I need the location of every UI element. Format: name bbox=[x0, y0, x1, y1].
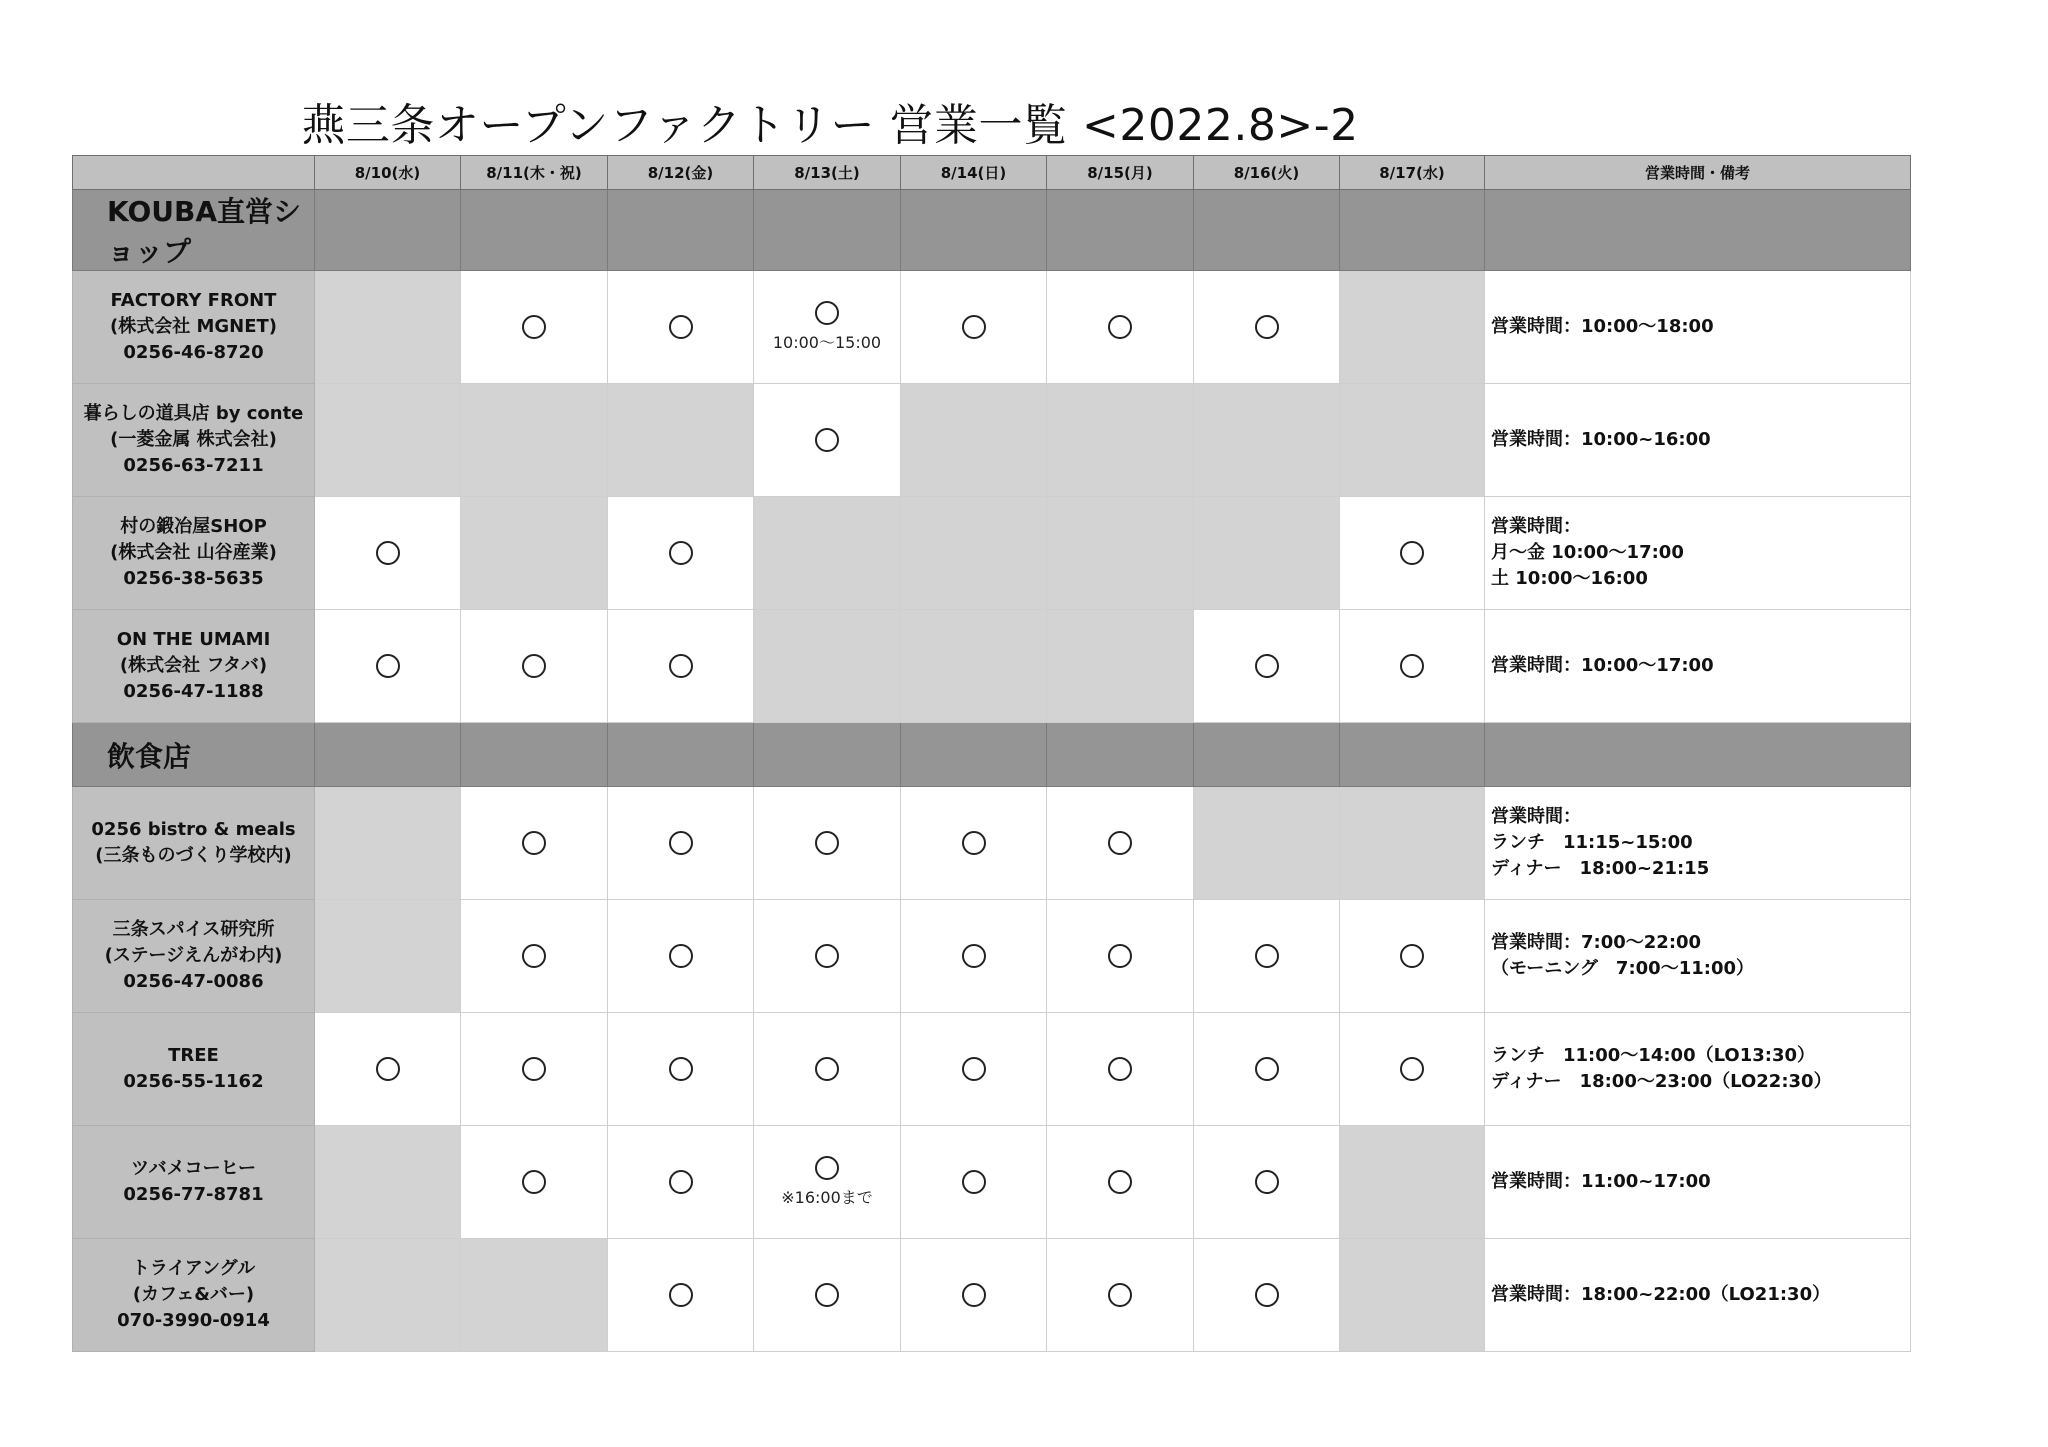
open-circle-icon bbox=[1108, 1170, 1132, 1194]
open-circle-icon bbox=[1108, 1057, 1132, 1081]
shop-name-line: (カフェ&バー) bbox=[132, 1284, 255, 1305]
day-cell-open bbox=[901, 271, 1047, 384]
table-row bbox=[73, 384, 1911, 497]
shop-phone: 0256-47-1188 bbox=[123, 681, 264, 702]
day-cell-open bbox=[315, 1013, 461, 1126]
remarks-line: 月〜金 10:00〜17:00 bbox=[1491, 542, 1684, 563]
open-circle-icon bbox=[962, 1057, 986, 1081]
open-circle-icon bbox=[815, 1057, 839, 1081]
table-row bbox=[73, 271, 1911, 384]
day-cell-closed bbox=[1340, 1239, 1485, 1352]
shop-name-line: ツバメコーヒー bbox=[131, 1158, 256, 1179]
open-circle-icon bbox=[669, 315, 693, 339]
shop-name-cell bbox=[73, 497, 315, 610]
day-cell-open bbox=[608, 1126, 754, 1239]
day-cell-open bbox=[608, 497, 754, 610]
remarks-line: 営業時間：10:00〜18:00 bbox=[1491, 316, 1714, 337]
open-circle-icon bbox=[1108, 944, 1132, 968]
open-circle-icon bbox=[962, 1170, 986, 1194]
day-cell-closed bbox=[1047, 497, 1194, 610]
shop-name-line: (株式会社 山谷産業) bbox=[110, 542, 277, 563]
day-cell-open bbox=[608, 610, 754, 723]
day-cell-closed bbox=[1340, 1126, 1485, 1239]
shop-name-line: トライアングル bbox=[131, 1258, 256, 1279]
page-title: 燕三条オープンファクトリー 営業一覧 <2022.8>-2 bbox=[301, 100, 1359, 151]
open-circle-icon bbox=[815, 944, 839, 968]
day-cell-closed bbox=[1194, 497, 1340, 610]
day-cell-closed bbox=[1194, 787, 1340, 900]
day-cell-open bbox=[1194, 271, 1340, 384]
day-cell-open bbox=[1194, 610, 1340, 723]
section-filler-cell bbox=[754, 723, 901, 787]
open-circle-icon bbox=[962, 831, 986, 855]
day-cell-open bbox=[1340, 1013, 1485, 1126]
shop-name-cell bbox=[73, 900, 315, 1013]
table-row bbox=[73, 1126, 1911, 1239]
open-circle-icon bbox=[376, 1057, 400, 1081]
open-circle-icon bbox=[522, 944, 546, 968]
open-circle-icon bbox=[669, 654, 693, 678]
table-row bbox=[73, 900, 1911, 1013]
shop-phone: 070-3990-0914 bbox=[117, 1310, 270, 1331]
shop-name-cell bbox=[73, 1239, 315, 1352]
date-header: 8/13(土) bbox=[754, 156, 901, 190]
section-filler-cell bbox=[608, 723, 754, 787]
date-header: 8/15(月) bbox=[1047, 156, 1194, 190]
remarks-cell bbox=[1485, 610, 1911, 723]
section-filler-cell bbox=[1194, 190, 1340, 271]
day-cell-open bbox=[1194, 1126, 1340, 1239]
day-cell-open bbox=[1194, 900, 1340, 1013]
day-cell-open bbox=[461, 1013, 608, 1126]
day-cell-open bbox=[1340, 497, 1485, 610]
day-cell-open bbox=[1194, 1013, 1340, 1126]
date-header: 8/17(水) bbox=[1340, 156, 1485, 190]
remarks-cell bbox=[1485, 1013, 1911, 1126]
open-circle-icon bbox=[669, 831, 693, 855]
day-cell-open bbox=[1340, 610, 1485, 723]
day-cell-closed bbox=[461, 1239, 608, 1352]
day-cell-open bbox=[1047, 1239, 1194, 1352]
open-circle-icon bbox=[815, 301, 839, 325]
table-row bbox=[73, 497, 1911, 610]
open-circle-icon bbox=[522, 1170, 546, 1194]
day-cell-closed bbox=[1340, 271, 1485, 384]
open-circle-icon bbox=[669, 1057, 693, 1081]
day-cell-open bbox=[461, 900, 608, 1013]
shop-name-line: ON THE UMAMI bbox=[116, 629, 271, 650]
header-corner bbox=[73, 156, 315, 190]
shop-name-line: TREE bbox=[168, 1045, 219, 1066]
day-cell-closed bbox=[461, 497, 608, 610]
open-circle-icon bbox=[669, 1283, 693, 1307]
open-circle-icon bbox=[1108, 315, 1132, 339]
remarks-line: ディナー 18:00~21:15 bbox=[1491, 858, 1710, 879]
day-cell-closed bbox=[901, 384, 1047, 497]
remarks-line: ランチ 11:00〜14:00（LO13:30） bbox=[1491, 1045, 1816, 1066]
day-cell-open bbox=[1047, 1126, 1194, 1239]
open-circle-icon bbox=[815, 1156, 839, 1180]
shop-name-line: 三条スパイス研究所 bbox=[112, 919, 275, 940]
open-circle-icon bbox=[1255, 944, 1279, 968]
day-cell-open bbox=[754, 384, 901, 497]
header-row bbox=[73, 156, 1911, 190]
open-circle-icon bbox=[1400, 1057, 1424, 1081]
open-circle-icon bbox=[1255, 1057, 1279, 1081]
shop-name-line: (ステージえんがわ内) bbox=[104, 945, 283, 966]
remarks-line: ランチ 11:15~15:00 bbox=[1491, 832, 1693, 853]
open-circle-icon bbox=[522, 831, 546, 855]
day-cell-open bbox=[901, 1013, 1047, 1126]
remarks-line: ディナー 18:00〜23:00（LO22:30） bbox=[1491, 1071, 1832, 1092]
section-filler-cell bbox=[1485, 723, 1911, 787]
shop-phone: 0256-63-7211 bbox=[123, 455, 264, 476]
date-header: 8/10(水) bbox=[315, 156, 461, 190]
hours-note: ※16:00まで bbox=[781, 1188, 873, 1207]
date-header: 8/16(火) bbox=[1194, 156, 1340, 190]
table-row bbox=[73, 1013, 1911, 1126]
shop-name-line: 暮らしの道具店 by conte bbox=[83, 403, 304, 424]
section-filler-cell bbox=[1047, 190, 1194, 271]
shop-name-cell bbox=[73, 1126, 315, 1239]
shop-phone: 0256-38-5635 bbox=[123, 568, 264, 589]
open-circle-icon bbox=[1255, 1283, 1279, 1307]
remarks-cell bbox=[1485, 1126, 1911, 1239]
remarks-line: 営業時間：11:00~17:00 bbox=[1491, 1171, 1711, 1192]
open-circle-icon bbox=[962, 944, 986, 968]
section-filler-cell bbox=[461, 723, 608, 787]
shop-phone: 0256-46-8720 bbox=[123, 342, 264, 363]
day-cell-closed bbox=[754, 610, 901, 723]
open-circle-icon bbox=[522, 315, 546, 339]
day-cell-closed bbox=[901, 497, 1047, 610]
remarks-line: 営業時間：7:00〜22:00 bbox=[1491, 932, 1702, 953]
section-row bbox=[73, 723, 1911, 787]
day-cell-open bbox=[315, 610, 461, 723]
open-circle-icon bbox=[962, 315, 986, 339]
open-circle-icon bbox=[1255, 1170, 1279, 1194]
day-cell-open bbox=[461, 271, 608, 384]
shop-name-line: (三条ものづくり学校内) bbox=[95, 845, 292, 866]
day-cell-closed bbox=[754, 497, 901, 610]
day-cell-open bbox=[461, 787, 608, 900]
open-circle-icon bbox=[1255, 315, 1279, 339]
shop-name-line: 0256 bistro & meals bbox=[91, 819, 296, 840]
shop-name-line: (株式会社 フタバ) bbox=[119, 655, 268, 676]
shop-name-line: 村の鍛冶屋SHOP bbox=[120, 516, 267, 537]
day-cell-open bbox=[608, 271, 754, 384]
shop-phone: 0256-47-0086 bbox=[123, 971, 264, 992]
remarks-line: 営業時間： bbox=[1491, 516, 1581, 537]
open-circle-icon bbox=[815, 428, 839, 452]
day-cell-open bbox=[608, 787, 754, 900]
day-cell-closed bbox=[1047, 610, 1194, 723]
section-filler-cell bbox=[461, 190, 608, 271]
hours-note: 10:00〜15:00 bbox=[772, 333, 882, 352]
day-cell-closed bbox=[1194, 384, 1340, 497]
day-cell-open bbox=[901, 787, 1047, 900]
open-circle-icon bbox=[1400, 541, 1424, 565]
remarks-cell bbox=[1485, 900, 1911, 1013]
open-circle-icon bbox=[669, 1170, 693, 1194]
open-circle-icon bbox=[815, 831, 839, 855]
day-cell-open bbox=[1194, 1239, 1340, 1352]
date-header: 8/12(金) bbox=[608, 156, 754, 190]
open-circle-icon bbox=[522, 1057, 546, 1081]
day-cell-open bbox=[901, 900, 1047, 1013]
day-cell-open bbox=[1047, 271, 1194, 384]
open-circle-icon bbox=[669, 541, 693, 565]
day-cell-closed bbox=[1340, 384, 1485, 497]
section-title: KOUBA直営ショップ bbox=[73, 190, 315, 271]
open-circle-icon bbox=[376, 654, 400, 678]
section-filler-cell bbox=[1194, 723, 1340, 787]
schedule-table bbox=[72, 155, 1911, 1352]
section-filler-cell bbox=[1340, 190, 1485, 271]
day-cell-closed bbox=[1340, 787, 1485, 900]
remarks-line: 営業時間： bbox=[1491, 806, 1581, 827]
section-filler-cell bbox=[1485, 190, 1911, 271]
section-filler-cell bbox=[608, 190, 754, 271]
day-cell-open bbox=[901, 1239, 1047, 1352]
day-cell-open bbox=[754, 900, 901, 1013]
day-cell-open bbox=[315, 497, 461, 610]
table-row bbox=[73, 610, 1911, 723]
section-row bbox=[73, 190, 1911, 271]
remarks-cell bbox=[1485, 787, 1911, 900]
day-cell-open bbox=[754, 271, 901, 384]
remarks-cell bbox=[1485, 497, 1911, 610]
day-cell-open bbox=[608, 1239, 754, 1352]
open-circle-icon bbox=[815, 1283, 839, 1307]
section-filler-cell bbox=[1340, 723, 1485, 787]
remarks-cell bbox=[1485, 271, 1911, 384]
open-circle-icon bbox=[1108, 1283, 1132, 1307]
day-cell-open bbox=[754, 1013, 901, 1126]
remarks-cell bbox=[1485, 384, 1911, 497]
day-cell-open bbox=[901, 1126, 1047, 1239]
shop-name-cell bbox=[73, 384, 315, 497]
shop-name-cell bbox=[73, 787, 315, 900]
date-header: 8/14(日) bbox=[901, 156, 1047, 190]
section-filler-cell bbox=[901, 190, 1047, 271]
remarks-line: （モーニング 7:00〜11:00） bbox=[1491, 958, 1754, 979]
day-cell-open bbox=[754, 1126, 901, 1239]
day-cell-open bbox=[461, 1126, 608, 1239]
day-cell-open bbox=[754, 787, 901, 900]
open-circle-icon bbox=[669, 944, 693, 968]
section-filler-cell bbox=[901, 723, 1047, 787]
day-cell-open bbox=[1047, 787, 1194, 900]
day-cell-closed bbox=[608, 384, 754, 497]
table-row bbox=[73, 787, 1911, 900]
day-cell-open bbox=[1047, 1013, 1194, 1126]
remarks-line: 営業時間：10:00〜17:00 bbox=[1491, 655, 1714, 676]
open-circle-icon bbox=[1255, 654, 1279, 678]
shop-name-line: FACTORY FRONT bbox=[110, 290, 277, 311]
shop-name-line: (一菱金属 株式会社) bbox=[110, 429, 277, 450]
section-filler-cell bbox=[315, 723, 461, 787]
shop-phone: 0256-77-8781 bbox=[123, 1184, 264, 1205]
day-cell-closed bbox=[461, 384, 608, 497]
open-circle-icon bbox=[1400, 944, 1424, 968]
section-filler-cell bbox=[754, 190, 901, 271]
date-header: 8/11(木・祝) bbox=[461, 156, 608, 190]
day-cell-open bbox=[754, 1239, 901, 1352]
section-title: 飲食店 bbox=[73, 723, 315, 787]
open-circle-icon bbox=[962, 1283, 986, 1307]
day-cell-closed bbox=[901, 610, 1047, 723]
section-filler-cell bbox=[1047, 723, 1194, 787]
shop-name-cell bbox=[73, 610, 315, 723]
remarks-line: 営業時間：18:00~22:00（LO21:30） bbox=[1491, 1284, 1831, 1305]
day-cell-open bbox=[1047, 900, 1194, 1013]
remarks-line: 土 10:00〜16:00 bbox=[1491, 568, 1648, 589]
day-cell-closed bbox=[315, 787, 461, 900]
table-row bbox=[73, 1239, 1911, 1352]
day-cell-closed bbox=[315, 900, 461, 1013]
day-cell-open bbox=[461, 610, 608, 723]
schedule-body bbox=[73, 190, 1911, 1352]
shop-name-cell bbox=[73, 1013, 315, 1126]
shop-phone: 0256-55-1162 bbox=[123, 1071, 264, 1092]
open-circle-icon bbox=[522, 654, 546, 678]
remarks-cell bbox=[1485, 1239, 1911, 1352]
shop-name-cell bbox=[73, 271, 315, 384]
day-cell-open bbox=[608, 900, 754, 1013]
day-cell-closed bbox=[315, 271, 461, 384]
day-cell-closed bbox=[315, 1126, 461, 1239]
day-cell-closed bbox=[1047, 384, 1194, 497]
section-filler-cell bbox=[315, 190, 461, 271]
day-cell-closed bbox=[315, 384, 461, 497]
open-circle-icon bbox=[376, 541, 400, 565]
remarks-line: 営業時間：10:00~16:00 bbox=[1491, 429, 1711, 450]
day-cell-closed bbox=[315, 1239, 461, 1352]
open-circle-icon bbox=[1400, 654, 1424, 678]
open-circle-icon bbox=[1108, 831, 1132, 855]
shop-name-line: (株式会社 MGNET) bbox=[109, 316, 278, 337]
day-cell-open bbox=[1340, 900, 1485, 1013]
remarks-header: 営業時間・備考 bbox=[1485, 156, 1911, 190]
day-cell-open bbox=[608, 1013, 754, 1126]
